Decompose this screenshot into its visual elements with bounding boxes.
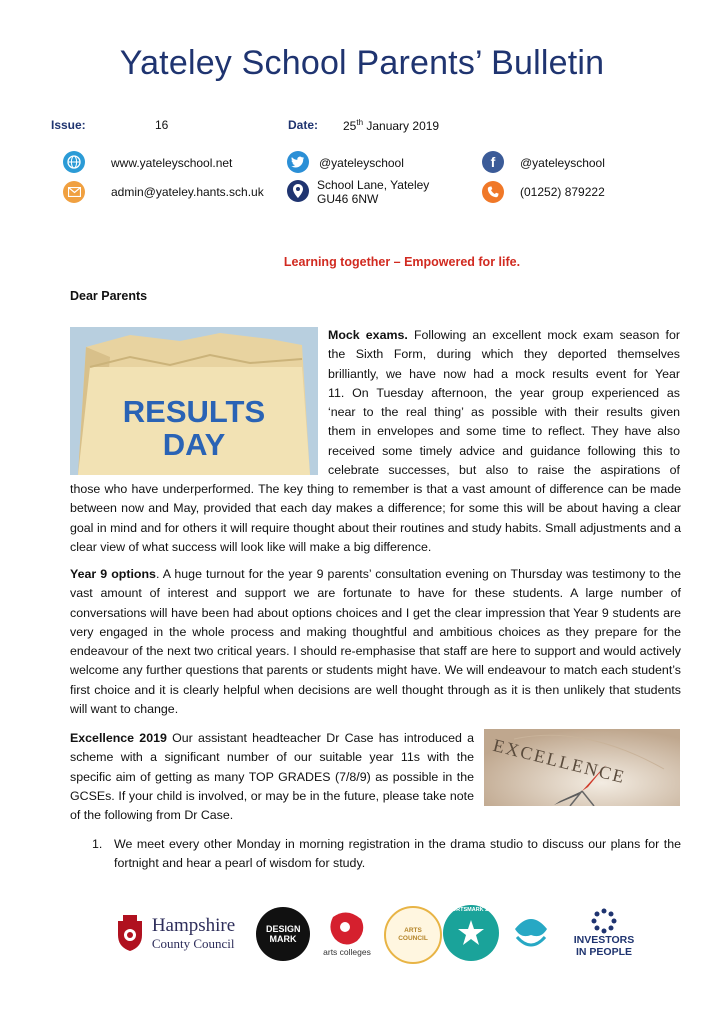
year9-options-heading: Year 9 options bbox=[70, 567, 156, 581]
facebook-handle[interactable]: @yateleyschool bbox=[520, 156, 605, 170]
results-day-image bbox=[70, 327, 318, 475]
school-address: School Lane, Yateley GU46 6NW bbox=[317, 178, 430, 206]
excellence-heading: Excellence 2019 bbox=[70, 731, 167, 745]
excellence-paragraph: Excellence 2019 Our assistant headteacher Dr Case has introduced a scheme with a significant number of our suitable year 11s with the specific aim of getting as many TOP GRADES (7/8/9) as possible in the GCSEs. If your child is involved, or may be in the future, please take note of the following from Dr Case. bbox=[70, 731, 474, 823]
location-pin-icon bbox=[287, 180, 309, 202]
issue-number: 16 bbox=[155, 118, 169, 132]
hampshire-logo: Hampshire County Council bbox=[102, 908, 247, 958]
facebook-icon: f bbox=[482, 151, 504, 173]
date-label: Date: bbox=[288, 118, 319, 132]
salutation: Dear Parents bbox=[70, 289, 148, 303]
mock-exams-paragraph: those who have underperformed. The key thing to remember is that a vast amount of difference can be made between now and May, provided that each day makes a difference; for some this will be about having a clear goal in mind and for others it will require thought about their routines and study habits. Small adjustments and a clear view of what success will look like will make a big difference. bbox=[70, 482, 681, 554]
issue-label: Issue: bbox=[51, 118, 86, 132]
email-icon bbox=[63, 181, 85, 203]
list-item: We meet every other Monday in morning registration in the drama studio to discuss our plans for the fortnight and hear a pearl of wisdom for study. bbox=[114, 837, 681, 871]
list-number: 1. bbox=[92, 837, 103, 851]
results-day-text: RESULTS DAY bbox=[122, 394, 266, 462]
website-link[interactable]: www.yateleyschool.net bbox=[111, 156, 233, 170]
investor-carers-logo bbox=[506, 908, 556, 958]
issue-date: 25th January 2019 bbox=[343, 118, 440, 133]
mock-exams-intro: Mock exams. Following an excellent mock exam season for the Sixth Form, during which they deported themselves brilliantly, we have now had a mock results event for Year 11. On Tuesday afternoon, the year group experienced as ‘near to the real thing’ as possible with their results given them in envelopes and some time to reflect. They have also received some timely advice and guidance following this to celebrate successes, but also to raise the aspirations of bbox=[328, 328, 680, 478]
twitter-handle[interactable]: @yateleyschool bbox=[319, 156, 404, 170]
school-tagline: Learning together – Empowered for life. bbox=[283, 255, 521, 269]
globe-icon bbox=[63, 151, 85, 173]
phone-number[interactable]: (01252) 879222 bbox=[520, 185, 605, 199]
mock-exams-heading: Mock exams. bbox=[328, 328, 408, 342]
phone-icon bbox=[482, 181, 504, 203]
excellence-word: EXCELLENCE bbox=[491, 735, 628, 788]
excellence-compass-image bbox=[484, 729, 680, 806]
sportsmark-logo: SPORTSMARK 2018 bbox=[443, 905, 499, 961]
design-mark-logo: DESIGN MARK bbox=[256, 907, 310, 961]
bulletin-title: Yateley School Parents’ Bulletin bbox=[119, 44, 605, 82]
email-link[interactable]: admin@yateley.hants.sch.uk bbox=[111, 185, 264, 199]
arts-colleges-logo: arts colleges bbox=[318, 908, 376, 960]
arts-council-logo: ARTS COUNCIL bbox=[384, 906, 442, 964]
twitter-icon bbox=[287, 151, 309, 173]
year9-options-paragraph: Year 9 options. A huge turnout for the year 9 parents’ consultation evening on Thursday was testimony to the vast amount of interest and support we are fortunate to have for these students. A large number of conversations will have been had about options choices and I get the clear impression that Year 9 students are very engaged in the whole process and making thoughtful and ambitious choices as they prepare for the endeavour of the next two critical years. I should re-emphasise that staff are here to support and would actively welcome any further questions that parents or students might have. We will endeavour to match each student’s first choice and it is clearly helpful when decisions are well thought through as it is then unlikely that students will want to change. bbox=[70, 567, 681, 717]
investors-in-people-logo: INVESTORS IN PEOPLE bbox=[568, 904, 640, 962]
